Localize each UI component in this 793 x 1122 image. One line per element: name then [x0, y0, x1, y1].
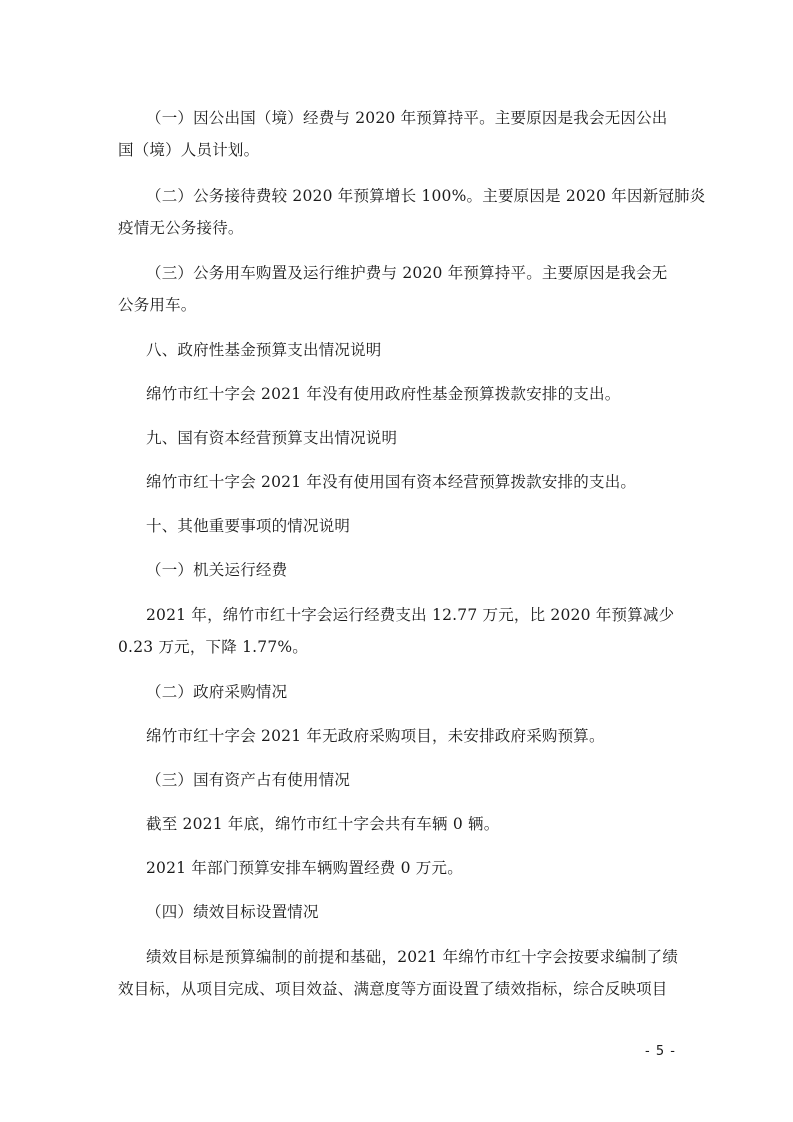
section-heading: 八、政府性基金预算支出情况说明 — [146, 341, 382, 359]
section-heading: 九、国有资本经营预算支出情况说明 — [146, 429, 398, 447]
paragraph-line: 绩效目标是预算编制的前提和基础，2021 年绵竹市红十字会按要求编制了绩 — [146, 948, 679, 966]
paragraph-line: 国（境）人员计划。 — [118, 141, 260, 159]
paragraph-line: 2021 年部门预算安排车辆购置经费 0 万元。 — [146, 859, 463, 877]
paragraph-line: 绵竹市红十字会 2021 年无政府采购项目，未安排政府采购预算。 — [146, 727, 605, 745]
paragraph-line: 公务用车。 — [118, 296, 197, 314]
paragraph-line: 效目标，从项目完成、项目效益、满意度等方面设置了绩效指标，综合反映项目 — [118, 980, 668, 998]
paragraph-line: （二）公务接待费较 2020 年预算增长 100%。主要原因是 2020 年因新冠肺炎 — [146, 187, 706, 205]
section-heading: 十、其他重要事项的情况说明 — [146, 517, 351, 535]
paragraph-line: 截至 2021 年底，绵竹市红十字会共有车辆 0 辆。 — [146, 815, 500, 833]
subsection-heading: （二）政府采购情况 — [146, 683, 288, 701]
paragraph-line: （三）公务用车购置及运行维护费与 2020 年预算持平。主要原因是我会无 — [146, 264, 668, 282]
page-number: - 5 - — [645, 1044, 676, 1059]
paragraph-line: 绵竹市红十字会 2021 年没有使用国有资本经营预算拨款安排的支出。 — [146, 473, 637, 491]
subsection-heading: （四）绩效目标设置情况 — [146, 903, 319, 921]
paragraph-line: 疫情无公务接待。 — [118, 219, 244, 237]
subsection-heading: （三）国有资产占有使用情况 — [146, 771, 351, 789]
paragraph-line: （一）因公出国（境）经费与 2020 年预算持平。主要原因是我会无因公出 — [146, 109, 668, 127]
paragraph-line: 0.23 万元，下降 1.77%。 — [118, 638, 309, 656]
paragraph-line: 2021 年，绵竹市红十字会运行经费支出 12.77 万元，比 2020 年预算减少 — [146, 606, 675, 624]
subsection-heading: （一）机关运行经费 — [146, 561, 288, 579]
paragraph-line: 绵竹市红十字会 2021 年没有使用政府性基金预算拨款安排的支出。 — [146, 385, 621, 403]
